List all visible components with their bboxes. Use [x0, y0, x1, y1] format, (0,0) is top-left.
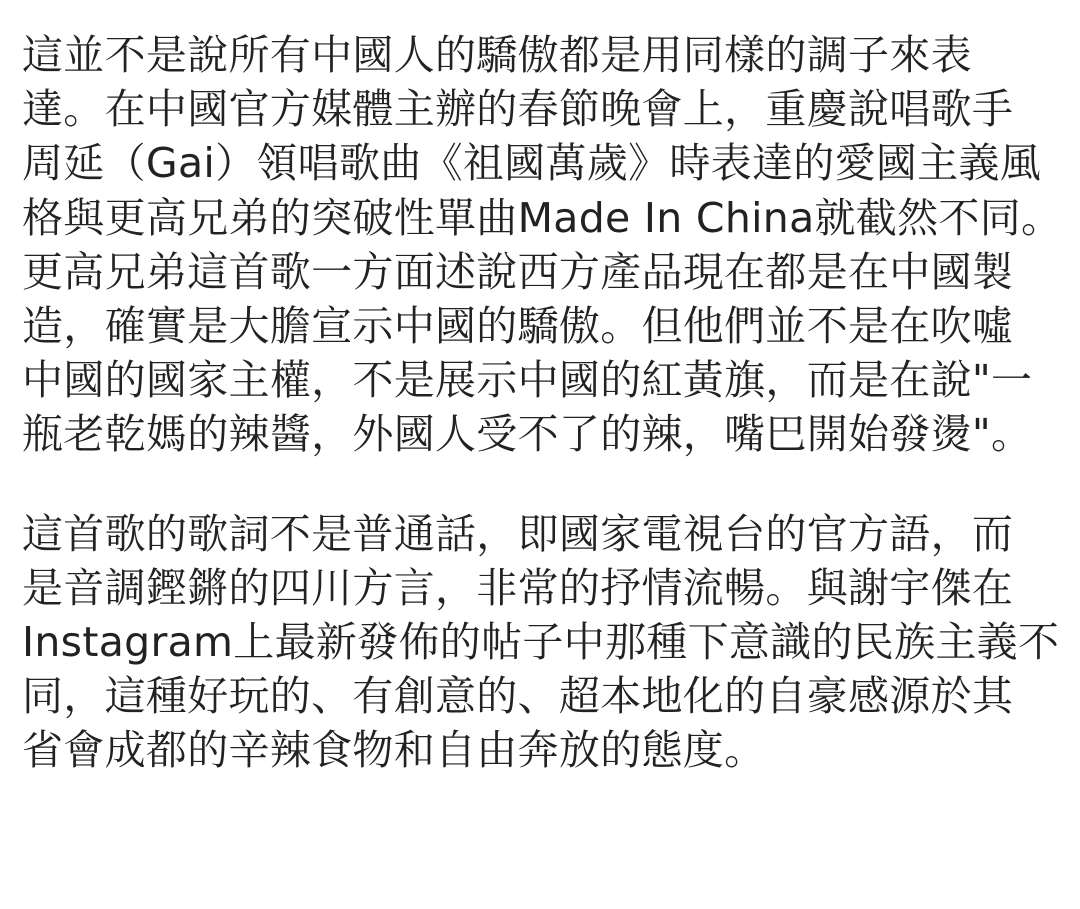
- paragraph-2: [22, 507, 1062, 778]
- article-body: [22, 28, 1062, 778]
- text-line: 省會成都的辛辣食物和自由奔放的態度。: [22, 726, 766, 775]
- paragraph-1: [22, 28, 1062, 462]
- text-line: 中國的國家主權，不是展示中國的紅黃旗，而是在說"一: [22, 356, 1033, 405]
- text-line: 瓶老乾媽的辣醬，外國人受不了的辣，嘴巴開始發燙"。: [22, 410, 1033, 459]
- text-line: 造，確實是大膽宣示中國的驕傲。但他們並不是在吹噓: [22, 302, 1014, 351]
- text-line: 是音調鏗鏘的四川方言，非常的抒情流暢。與謝宇傑在: [22, 563, 1014, 612]
- text-line: 這並不是說所有中國人的驕傲都是用同樣的調子來表: [22, 31, 972, 79]
- text-line: 這首歌的歌詞不是普通話，即國家電視台的官方語，而: [22, 509, 1014, 558]
- text-line: 達。在中國官方媒體主辦的春節晚會上，重慶說唱歌手: [22, 85, 1014, 134]
- text-line: 同，這種好玩的、有創意的、超本地化的自豪感源於其: [22, 672, 1014, 721]
- text-line: 周延（Gai）領唱歌曲《祖國萬歲》時表達的愛國主義風: [22, 139, 1042, 188]
- text-line: 更高兄弟這首歌一方面述說西方產品現在都是在中國製: [22, 247, 1014, 296]
- text-line: Instagram上最新發佈的帖子中那種下意識的民族主義不: [22, 618, 1060, 667]
- paragraph-gap: [22, 462, 1062, 507]
- text-line: 格與更高兄弟的突破性單曲Made In China就截然不同。: [22, 193, 1063, 242]
